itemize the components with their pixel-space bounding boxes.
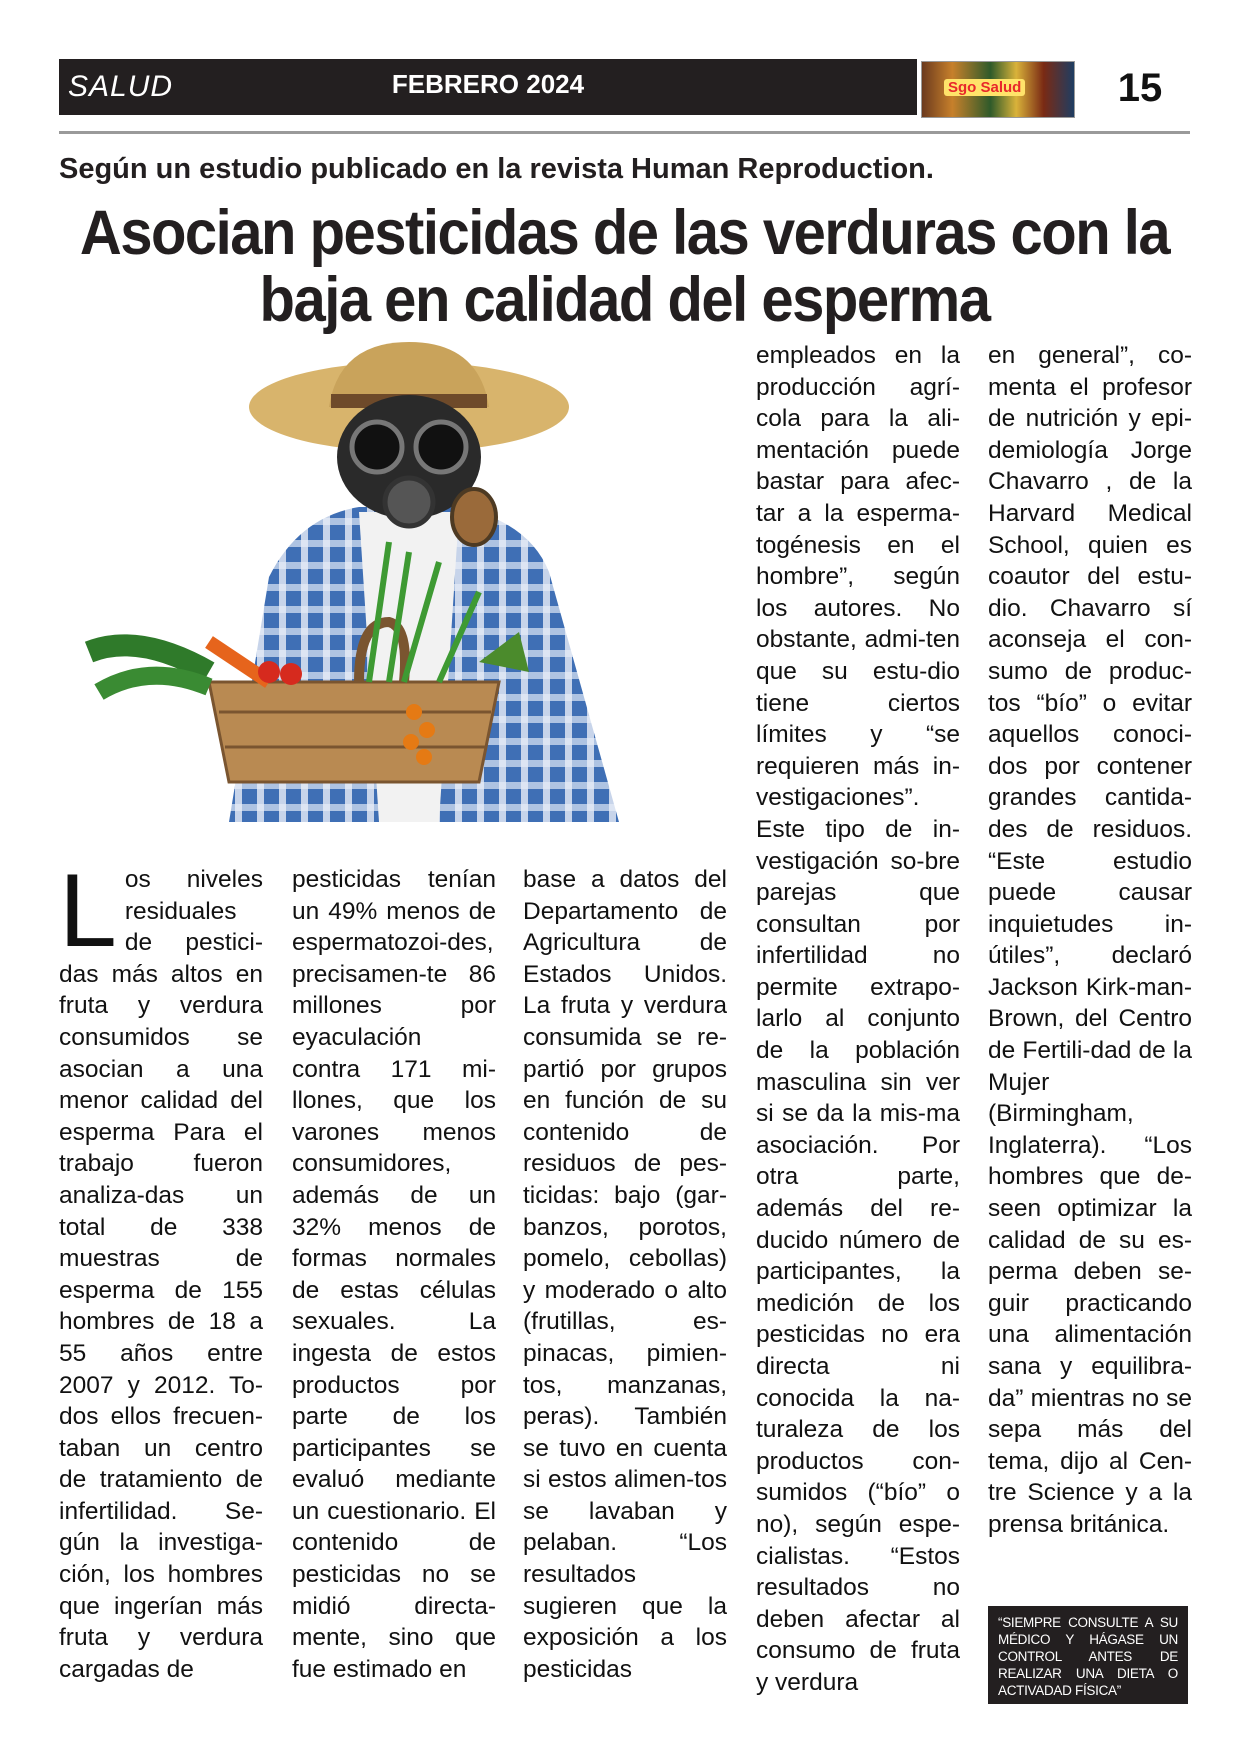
dropcap: L	[59, 853, 117, 969]
page-number: 15	[1117, 66, 1163, 110]
farmer-gas-mask-photo	[59, 342, 727, 825]
article-column-2: pesticidas tenían un 49% menos de espermatozoi-des, precisamen-te 86 millones por eyaculación contra 171 mi-llones, que los varones menos consumidores, además de un 32% menos de formas normales de estas células sexuales. La ingesta de estos productos por parte de los participantes se evaluó mediante un cuestionario. El contenido de pesticidas no se midió directa-mente, sino que fue estimado en	[292, 866, 496, 1683]
kicker: Según un estudio publicado en la revista Human Reproduction.	[59, 153, 934, 185]
section-label: SALUD	[68, 70, 174, 103]
issue-date: FEBRERO 2024	[391, 69, 585, 99]
header-bar	[59, 59, 917, 115]
magazine-logo	[921, 61, 1075, 118]
article-column-1	[59, 853, 263, 1685]
logo-text: Sgo Salud	[944, 79, 1025, 96]
health-notice-box: “SIEMPRE CONSULTE A SU MÉDICO Y HÁGASE UN CONTROL ANTES DE REALIZAR UNA DIETA O ACTIVADAD FÍSICA”	[988, 1606, 1188, 1704]
header-rule	[59, 131, 1190, 134]
article-column-3: base a datos del Departamento de Agricultura de Estados Unidos. La fruta y verdura consumida se re-partió por grupos en función de su contenido de residuos de pes-ticidas: bajo (gar-banzos, porotos, pomelo, cebollas) y moderado o alto (frutillas, es-pinacas, pimien-tos, manzanas, peras). También se tuvo en cuenta si estos alimen-tos se lavaban y pelaban. “Los resultados sugieren que la exposición a los pesticidas	[523, 866, 727, 1683]
article-column-5: en general”, co-menta el profesor de nutrición y epi-demiología Jorge Chavarro , de la Harvard Medical School, quien es coautor del estu-dio. Chavarro sí aconseja el con-sumo de produc-tos “bío” o evitar aquellos conoci-dos por contener grandes cantida-des de residuos. “Este estudio puede causar inquietudes in-útiles”, declaró Jackson Kirk-man-Brown, del Centro de Fertili-dad de la Mujer (Birmingham, Inglaterra). “Los hombres que de-seen optimizar la calidad de su es-perma deben se-guir practicando una alimentación sana y equilibra-da” mientras no se sepa más del tema, dijo al Cen-tre Science y a la prensa británica.	[988, 342, 1192, 1538]
column-1-text: os niveles residuales de pestici-das más altos en fruta y verdura consumidos se asocian a una menor calidad del esperma Para el trabajo fueron analiza-das un total de 338 muestras de esperma de 155 hombres de 18 a 55 años entre 2007 y 2012. To-dos ellos frecuen-taban un centro de tratamiento de infertilidad. Se-gún la investiga-ción, los hombres que ingerían más fruta y verdura cargadas de	[59, 866, 263, 1683]
headline: Asocian pesticidas de las verduras con la baja en calidad del esperma	[79, 197, 1170, 335]
article-column-4: empleados en la producción agrí-cola para la ali-mentación puede bastar para afec-tar a la esperma-togénesis en el hombre”, según los autores. No obstante, admi-ten que su estu-dio tiene ciertos límites y “se requieren más in-vestigaciones”. Este tipo de in-vestigación so-bre parejas que consultan por infertilidad no permite extrapo-larlo al conjunto de la población masculina sin ver si se da la mis-ma asociación. Por otra parte, además del re-ducido número de participantes, la medición de los pesticidas no era directa ni conocida la na-turaleza de los productos con-sumidos (“bío” o no), según espe-cialistas. “Estos resultados no deben afectar al consumo de fruta y verdura	[756, 342, 960, 1696]
